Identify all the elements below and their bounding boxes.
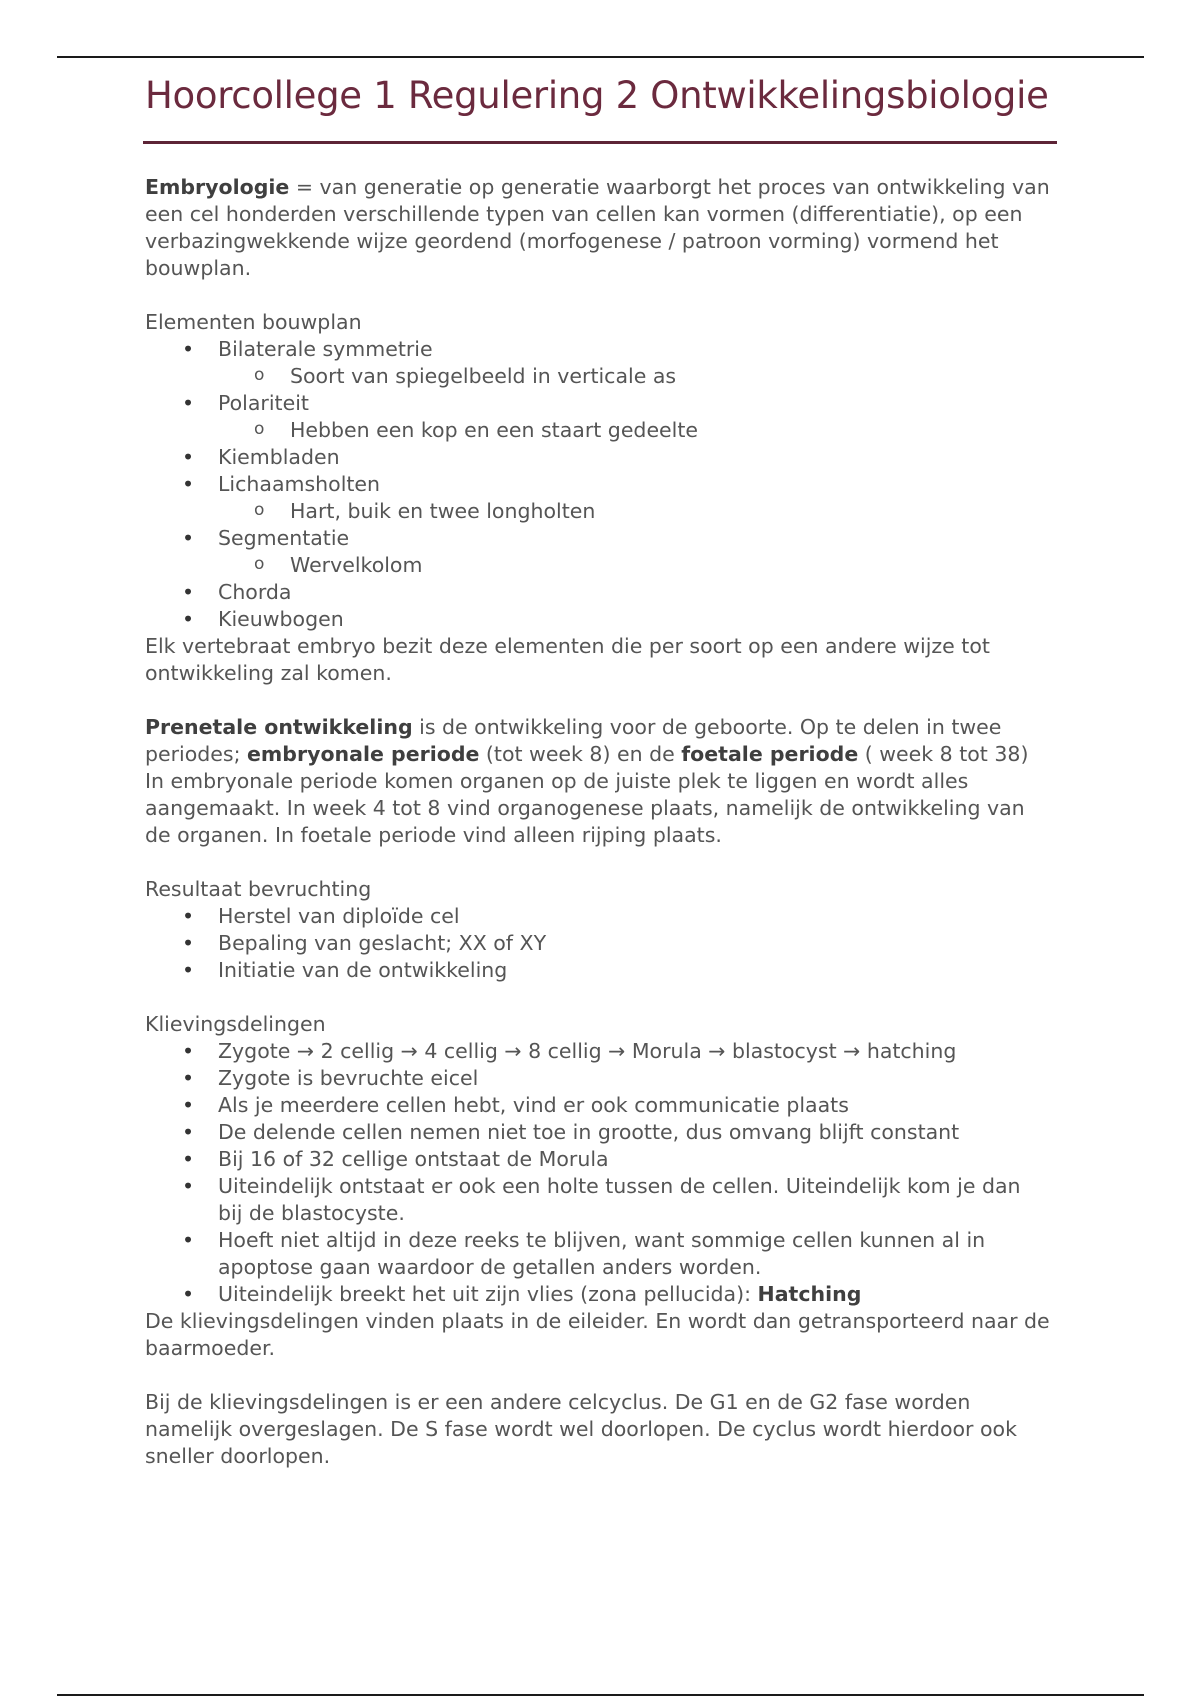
sub-list-item: o Wervelkolom	[218, 552, 1050, 579]
sub-list	[218, 552, 1050, 579]
list-item: • Segmentatie o Wervelkolom	[145, 525, 1050, 579]
list-item: • Uiteindelijk breekt het uit zijn vlies (zona pellucida): Hatching	[145, 1281, 1050, 1308]
list-item: • Zygote → 2 cellig → 4 cellig → 8 cellig → Morula → blastocyst → hatching	[145, 1038, 1050, 1065]
klieving-heading: Klievingsdelingen	[145, 1012, 326, 1036]
bevruchting-list	[145, 903, 1050, 984]
list-item: • Uiteindelijk ontstaat er ook een holte tussen de cellen. Uiteindelijk kom je dan bij de blastocyste.	[145, 1173, 1050, 1227]
list-item: • Bij 16 of 32 cellige ontstaat de Morula	[145, 1146, 1050, 1173]
page-bottom-rule	[57, 1694, 1144, 1696]
sub-list-item: o Soort van spiegelbeeld in verticale as	[218, 363, 1050, 390]
list-item: • Lichaamsholten o Hart, buik en twee longholten	[145, 471, 1050, 525]
fetal-period-term: foetale periode	[681, 742, 859, 766]
bouwplan-list	[145, 336, 1050, 633]
list-item: • Kiembladen	[145, 444, 1050, 471]
list-item: • Polariteit o Hebben een kop en een staart gedeelte	[145, 390, 1050, 444]
prenatal-paragraph: Prenetale ontwikkeling is de ontwikkeling voor de geboorte. Op te delen in twee periodes; embryonale periode (tot week 8) en de foetale periode ( week 8 tot 38) In embryonale periode komen organen op de juiste plek te liggen en wordt alles aangemaakt. In week 4 tot 8 vind organogenese plaats, namelijk de ontwikkeling van de organen. In foetale periode vind alleen rijping plaats.	[145, 715, 1029, 847]
title-underline	[143, 141, 1057, 144]
intro-text: = van generatie op generatie waarborgt het proces van ontwikkeling van een cel honderden verschillende typen van cellen kan vormen (differentiatie), op een verbazingwekkende wijze geordend (morfogenese / patroon vorming) vormend het bouwplan.	[145, 175, 1050, 280]
list-item: • Kieuwbogen	[145, 606, 1050, 633]
klieving-closing: De klievingsdelingen vinden plaats in de eileider. En wordt dan getransporteerd naar de baarmoeder.	[145, 1309, 1050, 1360]
embryonic-period-term: embryonale periode	[247, 742, 480, 766]
klieving-list	[145, 1038, 1050, 1308]
list-item: • Als je meerdere cellen hebt, vind er ook communicatie plaats	[145, 1092, 1050, 1119]
list-item: • Chorda	[145, 579, 1050, 606]
bevruchting-heading: Resultaat bevruchting	[145, 877, 372, 901]
page-top-rule	[57, 56, 1144, 58]
document-body	[145, 174, 1050, 1470]
intro-paragraph	[145, 174, 1050, 282]
sub-list	[218, 363, 1050, 390]
list-item: • De delende cellen nemen niet toe in grootte, dus omvang blijft constant	[145, 1119, 1050, 1146]
list-item: • Hoeft niet altijd in deze reeks te blijven, want sommige cellen kunnen al in apoptose gaan waardoor de getallen anders worden.	[145, 1227, 1050, 1281]
list-item: • Herstel van diploïde cel	[145, 903, 1050, 930]
list-item: • Initiatie van de ontwikkeling	[145, 957, 1050, 984]
intro-term: Embryologie	[145, 175, 290, 199]
sub-list	[218, 417, 1050, 444]
hatching-term: Hatching	[757, 1282, 862, 1306]
bouwplan-closing: Elk vertebraat embryo bezit deze elementen die per soort op een andere wijze tot ontwikkeling zal komen.	[145, 634, 990, 685]
sub-list	[218, 498, 1050, 525]
sub-list-item: o Hart, buik en twee longholten	[218, 498, 1050, 525]
celcyclus-paragraph: Bij de klievingsdelingen is er een andere celcyclus. De G1 en de G2 fase worden namelijk overgeslagen. De S fase wordt wel doorlopen. De cyclus wordt hierdoor ook sneller doorlopen.	[145, 1390, 1017, 1468]
prenatal-term: Prenetale ontwikkeling	[145, 715, 413, 739]
sub-list-item: o Hebben een kop en een staart gedeelte	[218, 417, 1050, 444]
list-item: • Zygote is bevruchte eicel	[145, 1065, 1050, 1092]
bouwplan-heading: Elementen bouwplan	[145, 310, 362, 334]
list-item: • Bepaling van geslacht; XX of XY	[145, 930, 1050, 957]
page-title: Hoorcollege 1 Regulering 2 Ontwikkelingsbiologie	[145, 74, 1049, 117]
list-item: • Bilaterale symmetrie o Soort van spiegelbeeld in verticale as	[145, 336, 1050, 390]
